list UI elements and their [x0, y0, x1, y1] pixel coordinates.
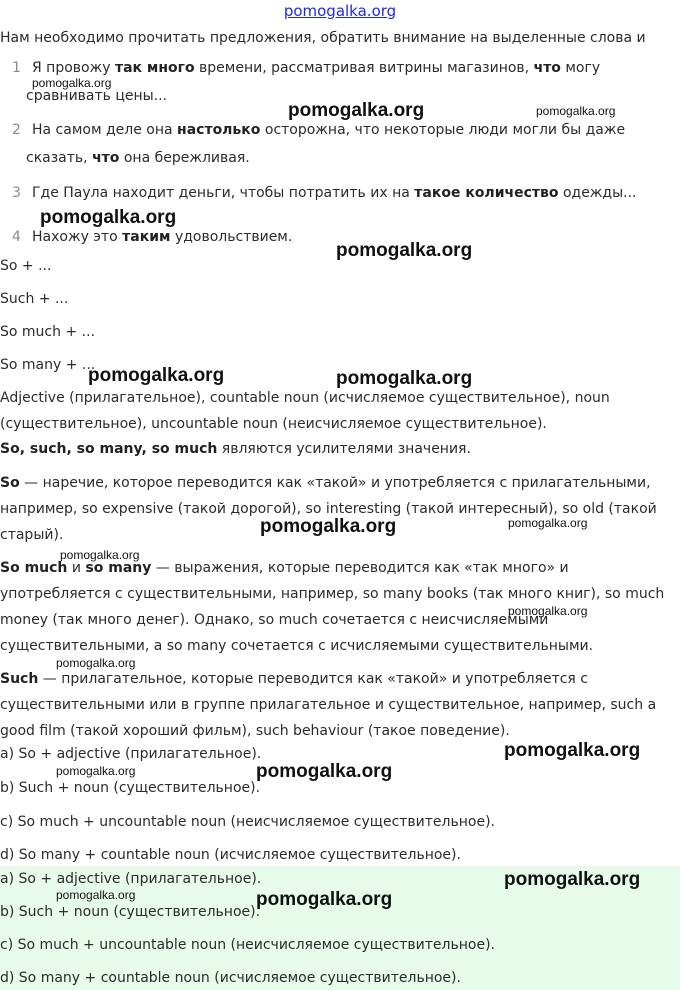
blank-such: Such + ...	[0, 291, 69, 307]
answer-b: b) Such + noun (существительное).	[0, 780, 261, 796]
final-answer-a: a) So + adjective (прилагательное).	[0, 871, 262, 887]
watermark: pomogalka.org	[504, 740, 641, 761]
sentence-1: Я провожу так много времени, рассматривая витрины магазинов, что могу	[32, 60, 601, 76]
watermark: pomogalka.org	[40, 207, 177, 228]
watermark: pomogalka.org	[56, 764, 136, 778]
sentence-number: 1	[12, 60, 21, 76]
answer-d: d) So many + countable noun (исчисляемое существительное).	[0, 847, 461, 863]
watermark: pomogalka.org	[32, 76, 112, 90]
watermark: pomogalka.org	[256, 761, 393, 782]
sentence-number: 2	[12, 122, 21, 138]
answer-a: a) So + adjective (прилагательное).	[0, 746, 262, 762]
blank-so-many: So many + ...	[0, 357, 96, 373]
so-explanation: So — наречие, которое переводится как «такой» и употребляется с прилагательными, например, so expensive (такой дорогой), so interesting (такой интересный), so old (такой старый).	[0, 475, 657, 543]
answer-c: c) So much + uncountable noun (неисчисляемое существительное).	[0, 814, 495, 830]
intro-text: Нам необходимо прочитать предложения, обратить внимание на выделенные слова и	[0, 30, 646, 46]
watermark: pomogalka.org	[536, 104, 616, 118]
watermark: pomogalka.org	[336, 368, 473, 389]
final-answer-b: b) Such + noun (существительное).	[0, 904, 261, 920]
sentence-4: Нахожу это таким удовольствием.	[32, 229, 293, 245]
watermark: pomogalka.org	[260, 516, 397, 537]
watermark: pomogalka.org	[60, 548, 140, 562]
blank-so: So + ...	[0, 258, 52, 274]
watermark: pomogalka.org	[508, 604, 588, 618]
watermark: pomogalka.org	[504, 869, 641, 890]
sentence-number: 3	[12, 185, 21, 201]
watermark: pomogalka.org	[256, 889, 393, 910]
parts-line-1: Adjective (прилагательное), countable noun (исчисляемое существительное), noun	[0, 390, 610, 406]
sentence-2: На самом деле она настолько осторожна, что некоторые люди могли бы даже	[32, 122, 626, 138]
watermark: pomogalka.org	[88, 365, 225, 386]
such-explanation: Such — прилагательное, которые переводится как «такой» и употребляется с существительными или в группе прилагательное и существительное, например, such a good film (такой хороший фильм), such behaviour (такое поведение).	[0, 671, 657, 739]
sentence-3: Где Паула находит деньги, чтобы потратить их на такое количество одежды...	[32, 185, 637, 201]
final-answer-c: c) So much + uncountable noun (неисчисляемое существительное).	[0, 937, 495, 953]
blank-so-much: So much + ...	[0, 324, 95, 340]
intensifiers-note: So, such, so many, so much являются усилителями значения.	[0, 441, 471, 457]
so-much-explanation: So much и so many — выражения, которые переводится как «так много» и употребляется с существительными, например, so many books (так много книг), so much money (так много денег). Однако, so much сочетается с неисчисляемыми существительными, а so many сочетается с исчисляемыми существительными.	[0, 560, 665, 654]
watermark: pomogalka.org	[56, 656, 136, 670]
watermark: pomogalka.org	[336, 240, 473, 261]
sentence-number: 4	[12, 229, 21, 245]
sentence-1-cont: сравнивать цены...	[26, 88, 168, 104]
watermark: pomogalka.org	[288, 100, 425, 121]
parts-line-2: (существительное), uncountable noun (неисчисляемое существительное).	[0, 416, 547, 432]
watermark-link[interactable]: pomogalka.org	[283, 2, 397, 20]
watermark: pomogalka.org	[56, 888, 136, 902]
sentence-2-cont: сказать, что она бережливая.	[26, 150, 250, 166]
watermark: pomogalka.org	[508, 516, 588, 530]
final-answer-d: d) So many + countable noun (исчисляемое существительное).	[0, 970, 461, 986]
